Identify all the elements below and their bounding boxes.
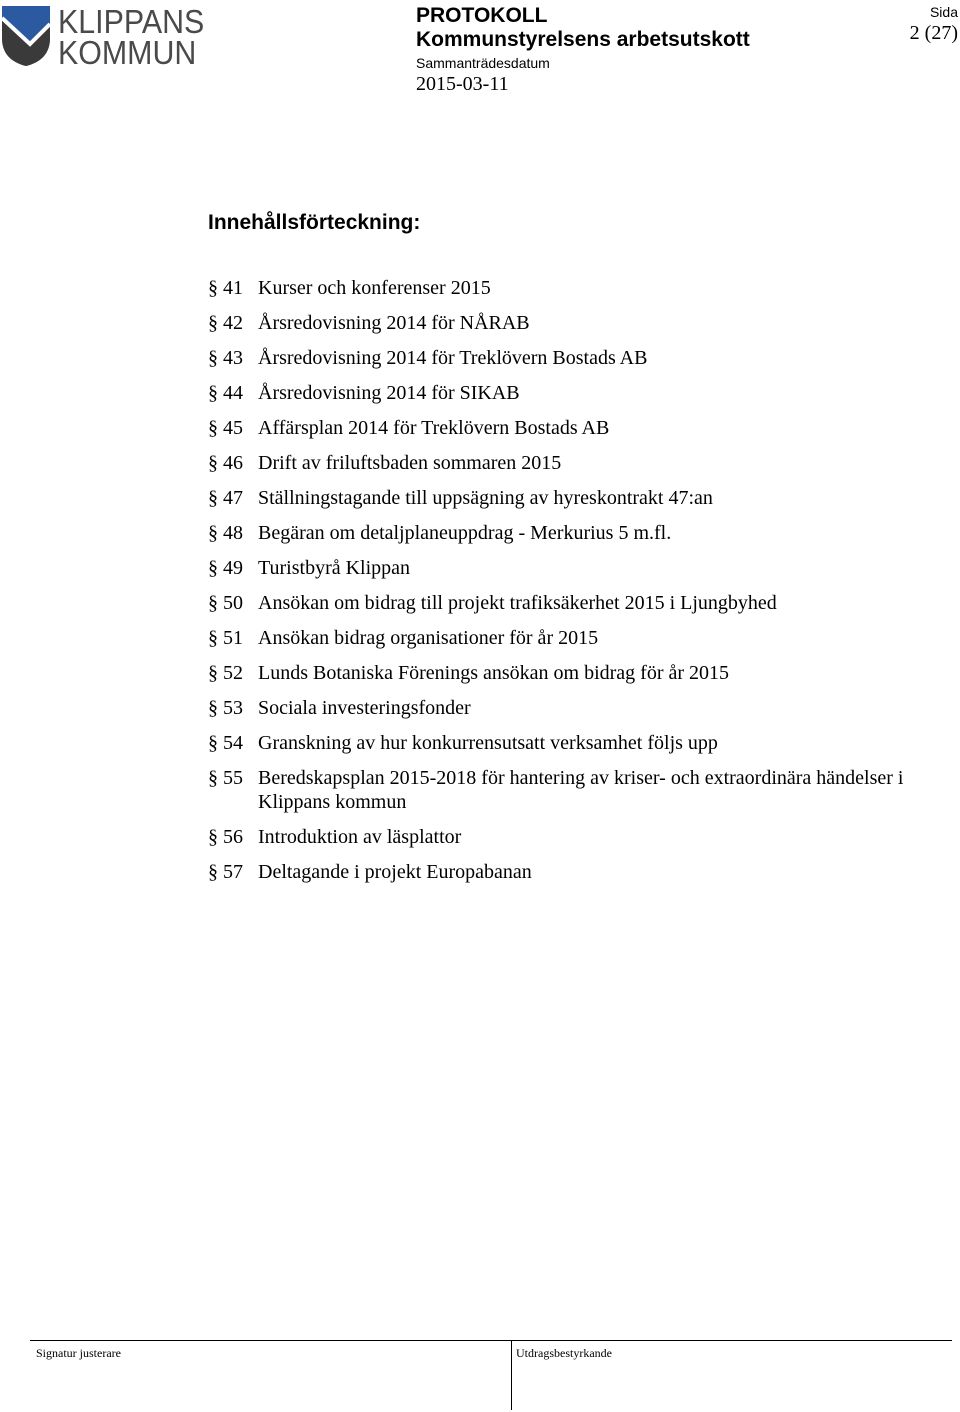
toc-item-number: § 53 <box>208 697 243 719</box>
toc-item-title: Introduktion av läsplattor <box>258 826 462 848</box>
toc-item-title: Kurser och konferenser 2015 <box>258 277 491 299</box>
toc-item-title: Lunds Botaniska Förenings ansökan om bidrag för år 2015 <box>258 662 730 684</box>
committee-name: Kommunstyrelsens arbetsutskott <box>416 28 750 51</box>
toc-item-number: § 49 <box>208 557 243 579</box>
toc-item-title: Granskning av hur konkurrensutsatt verksamhet följs upp <box>258 732 718 754</box>
toc-item <box>208 825 908 849</box>
signature-adjuster-label: Signatur justerare <box>36 1346 121 1360</box>
toc-item <box>208 556 908 580</box>
toc-item-title: Årsredovisning 2014 för SIKAB <box>258 382 520 404</box>
toc-item-number: § 56 <box>208 826 243 848</box>
toc-item-title: Ställningstagande till uppsägning av hyreskontrakt 47:an <box>258 487 713 509</box>
toc-item-title: Drift av friluftsbaden sommaren 2015 <box>258 452 562 474</box>
table-of-contents <box>208 276 908 895</box>
toc-item-number: § 41 <box>208 277 243 299</box>
toc-item-title: Årsredovisning 2014 för Treklövern Bostads AB <box>258 347 648 369</box>
toc-item-title: Begäran om detaljplaneuppdrag - Merkurius 5 m.fl. <box>258 522 672 544</box>
toc-item-number: § 47 <box>208 487 243 509</box>
toc-item <box>208 591 908 615</box>
toc-item-title: Ansökan om bidrag till projekt trafiksäkerhet 2015 i Ljungbyhed <box>258 592 777 614</box>
document-type: PROTOKOLL <box>416 4 548 27</box>
meeting-date: 2015-03-11 <box>416 73 509 95</box>
footer-divider <box>511 1341 512 1410</box>
extract-certification-label: Utdragsbestyrkande <box>516 1346 612 1360</box>
toc-item-title: Deltagande i projekt Europabanan <box>258 861 532 883</box>
toc-item-number: § 45 <box>208 417 243 439</box>
meeting-date-label: Sammanträdesdatum <box>416 55 550 71</box>
klippan-coat-of-arms-icon <box>0 4 52 68</box>
toc-item-number: § 43 <box>208 347 243 369</box>
toc-item <box>208 451 908 475</box>
toc-item <box>208 381 908 405</box>
toc-item-number: § 51 <box>208 627 243 649</box>
toc-item <box>208 626 908 650</box>
toc-item <box>208 731 908 755</box>
toc-item <box>208 416 908 440</box>
toc-item-number: § 42 <box>208 312 243 334</box>
toc-item <box>208 311 908 335</box>
toc-heading: Innehållsförteckning: <box>208 211 421 234</box>
toc-item-number: § 52 <box>208 662 243 684</box>
signature-footer <box>30 1340 952 1412</box>
toc-item-number: § 46 <box>208 452 243 474</box>
toc-item-number: § 50 <box>208 592 243 614</box>
toc-item <box>208 521 908 545</box>
toc-item-title: Affärsplan 2014 för Treklövern Bostads AB <box>258 417 610 439</box>
page-label: Sida <box>929 4 958 20</box>
toc-item <box>208 661 908 685</box>
municipality-logo <box>0 4 215 70</box>
logo-line-2: KOMMUN <box>58 34 197 71</box>
logo-line-1: KLIPPANS <box>58 3 205 40</box>
toc-item-title: Beredskapsplan 2015-2018 för hantering av kriser- och extraordinära händelser i Klippans kommun <box>258 767 904 813</box>
toc-item-title: Turistbyrå Klippan <box>258 557 411 579</box>
toc-item-number: § 57 <box>208 861 243 883</box>
toc-item-number: § 55 <box>208 767 243 789</box>
page-number: 2 (27) <box>909 22 958 44</box>
toc-item <box>208 346 908 370</box>
toc-item-number: § 44 <box>208 382 243 404</box>
toc-item-title: Sociala investeringsfonder <box>258 697 471 719</box>
toc-item <box>208 486 908 510</box>
document-header <box>416 4 750 96</box>
logo-text <box>58 3 205 71</box>
toc-item-number: § 48 <box>208 522 243 544</box>
toc-item-title: Ansökan bidrag organisationer för år 2015 <box>258 627 599 649</box>
toc-item <box>208 766 908 814</box>
toc-item <box>208 276 908 300</box>
toc-item <box>208 860 908 884</box>
toc-item-number: § 54 <box>208 732 243 754</box>
toc-item <box>208 696 908 720</box>
toc-item-title: Årsredovisning 2014 för NÅRAB <box>258 312 530 334</box>
